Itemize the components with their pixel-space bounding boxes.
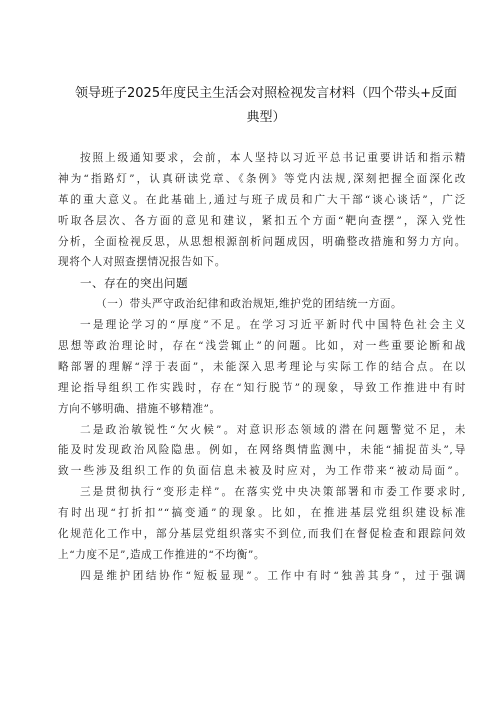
body-line: 二是政治敏锐性“欠火候”。对意识形态领域的潜在问题警觉不足，未 [80, 423, 466, 436]
title-line-1: 领导班子2025年度民主生活会对照检视发言材料（四个带头+反面 [75, 86, 457, 101]
body-line: 四是维护团结协作“短板显现”。工作中有时“独善其身”，过于强调 [80, 569, 466, 582]
body-line: 致一些涉及组织工作的负面信息未被及时应对，为工作带来“被动局面”。 [58, 465, 466, 478]
body-line: 现将个人对照查摆情况报告如下。 [58, 256, 226, 269]
body-line: 按照上级通知要求，会前，本人坚持以习近平总书记重要讲话和指示精 [80, 152, 466, 164]
title-line-2: 典型） [246, 110, 286, 125]
body-line: 有时出现“打折扣”“搞变通”的现象。比如，在推进基层党组织建设标准 [58, 507, 466, 520]
document-title [70, 82, 462, 130]
body-line: 略部署的理解“浮于表面”，未能深入思考理论与实际工作的结合点。在以 [58, 360, 466, 373]
body-line: 方向不够明确、措施不够精准”。 [58, 402, 221, 415]
body-line: 分析，全面检视反思，从思想根源剖析问题成因，明确整改措施和努力方向。 [58, 235, 466, 248]
section-heading: 一、存在的突出问题 [80, 276, 188, 291]
body-line: 听取各层次、各方面的意见和建议，紧扣五个方面“靶向查摆”，深入党性 [58, 214, 466, 227]
body-line: 化规范化工作中，部分基层党组织落实不到位,而我们在督促检查和跟踪问效 [58, 528, 466, 541]
subsection-heading: （一）带头严守政治纪律和政治规矩,维护党的团结统一方面。 [96, 298, 403, 311]
document-body [58, 148, 466, 587]
body-line: 革的重大意义。在此基础上,通过与班子成员和广大干部“谈心谈话”，广泛 [58, 193, 466, 206]
body-line: 神为“指路灯”，认真研读党章、《条例》等党内法规,深刻把握全面深化改 [58, 172, 466, 185]
body-line: 能及时发现政治风险隐患。例如，在网络舆情监测中，未能“捕捉苗头”,导 [58, 444, 466, 457]
body-line: 理论指导组织工作实践时，存在“知行脱节”的现象，导致工作推进中有时 [58, 381, 466, 394]
body-line: 上“力度不足”,造成工作推进的“不均衡”。 [58, 548, 266, 561]
body-line: 一是理论学习的“厚度”不足。在学习习近平新时代中国特色社会主义 [80, 319, 466, 332]
body-line: 思想等政治理论时，存在“浅尝辄止”的问题。比如，对一些重要论断和战 [58, 340, 466, 353]
body-line: 三是贯彻执行“变形走样”。在落实党中央决策部署和市委工作要求时, [80, 486, 466, 499]
